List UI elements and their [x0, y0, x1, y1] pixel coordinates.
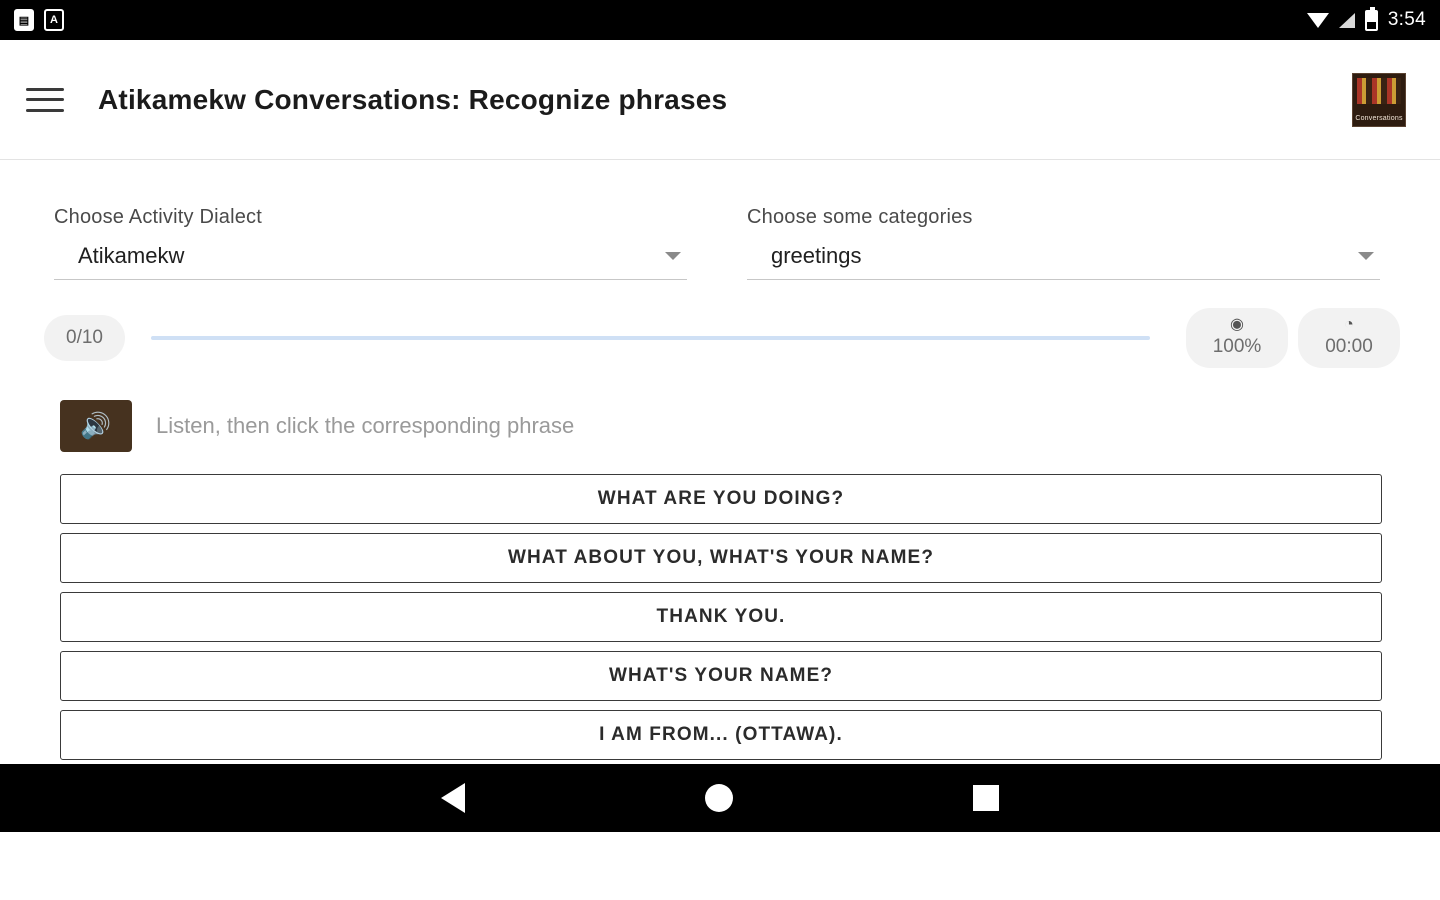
app-logo[interactable]: [1352, 73, 1406, 127]
logo-artwork: [1357, 78, 1401, 104]
phrase-option-button[interactable]: THANK YOU.: [60, 592, 1382, 642]
categories-selector-group: [747, 206, 1380, 280]
categories-selected-value: greetings: [771, 243, 862, 268]
dialect-select[interactable]: [54, 243, 687, 280]
progress-bar: [151, 336, 1150, 340]
speaker-volume-icon: 🔊: [80, 411, 112, 440]
categories-label: Choose some categories: [747, 206, 973, 228]
hamburger-menu-icon[interactable]: [26, 85, 64, 115]
back-nav-button[interactable]: [441, 783, 465, 813]
android-status-bar: [0, 0, 1440, 40]
android-nav-bar: [0, 764, 1440, 832]
dialect-selected-value: Atikamekw: [78, 243, 185, 268]
timer-value: 00:00: [1325, 336, 1373, 357]
wifi-icon: [1307, 13, 1329, 28]
accuracy-icon: ◉: [1230, 316, 1244, 333]
phrase-option-button[interactable]: WHAT ABOUT YOU, WHAT'S YOUR NAME?: [60, 533, 1382, 583]
play-audio-button[interactable]: [60, 400, 132, 452]
phrase-option-button[interactable]: WHAT'S YOUR NAME?: [60, 651, 1382, 701]
status-bar-left-icons: [14, 9, 64, 31]
phrase-option-button[interactable]: I AM FROM... (OTTAWA).: [60, 710, 1382, 760]
accuracy-value: 100%: [1212, 336, 1262, 357]
main-content: [0, 160, 1440, 832]
progress-row: [0, 280, 1440, 368]
home-nav-button[interactable]: [705, 784, 733, 812]
dialect-label: Choose Activity Dialect: [54, 206, 263, 228]
app-badge-icon: A: [44, 9, 64, 31]
recent-apps-nav-button[interactable]: [973, 785, 999, 811]
prompt-row: [0, 368, 1440, 452]
accuracy-meter: [1186, 308, 1288, 368]
chevron-down-icon: [665, 252, 681, 260]
timer-meter: [1298, 308, 1400, 368]
selector-row: [0, 160, 1440, 280]
app-bar: [0, 40, 1440, 160]
instruction-text: Listen, then click the corresponding phrase: [156, 413, 575, 438]
page-title: Atikamekw Conversations: Recognize phrases: [98, 83, 728, 115]
status-bar-clock: 3:54: [1387, 9, 1426, 30]
phrase-option-button[interactable]: WHAT ARE YOU DOING?: [60, 474, 1382, 524]
battery-icon: [1365, 10, 1378, 31]
chevron-down-icon: [1358, 252, 1374, 260]
sim-card-icon: ▤: [14, 9, 34, 31]
dialect-selector-group: [54, 206, 687, 280]
status-bar-right-icons: [1307, 9, 1426, 31]
logo-caption: Conversations: [1355, 114, 1403, 122]
score-badge: 0/10: [44, 315, 125, 361]
cell-signal-icon: [1339, 13, 1355, 28]
categories-select[interactable]: [747, 243, 1380, 280]
clock-icon: ◔: [1344, 316, 1354, 333]
